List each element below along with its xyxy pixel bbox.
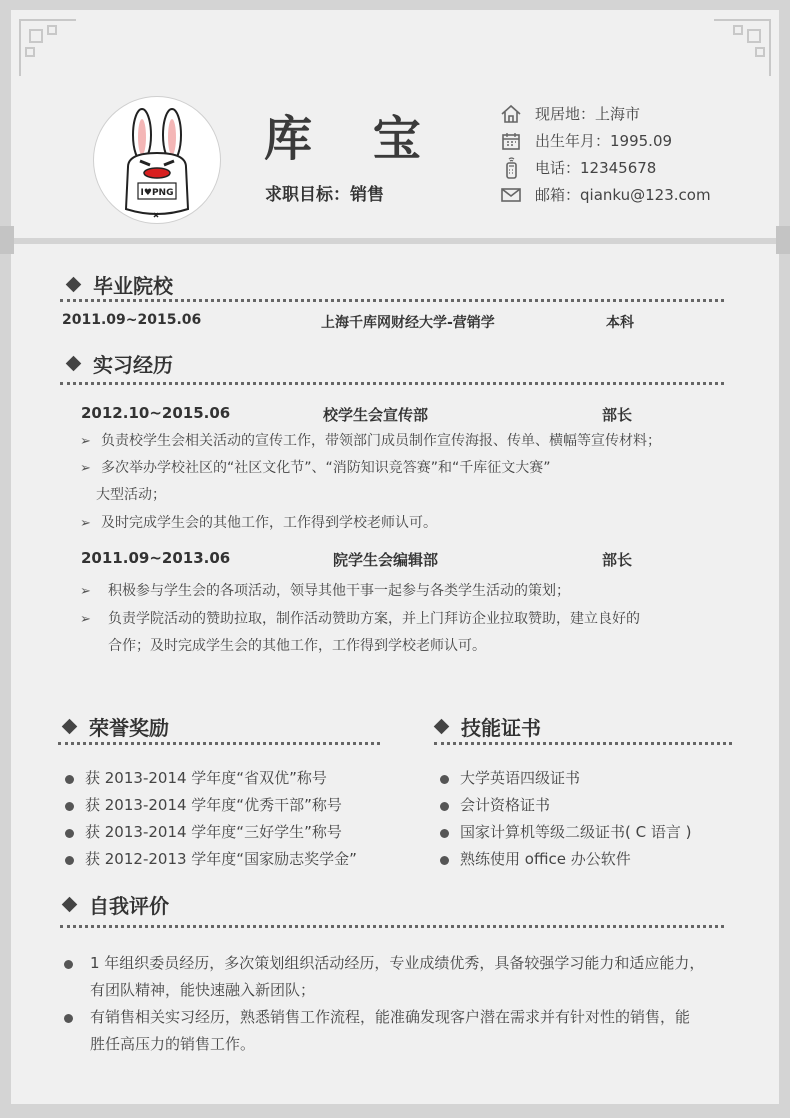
- phone-text: 电话：12345678: [535, 159, 657, 177]
- calendar-icon: [500, 130, 522, 152]
- diamond-icon: [66, 277, 82, 293]
- self-eval-item-2-line2: 胜任高压力的销售工作。: [90, 1035, 256, 1053]
- phone-icon: [500, 157, 522, 179]
- contact-info: [500, 100, 711, 208]
- job1-item-1-text: 负责校学生会相关活动的宣传工作，带领部门成员制作宣传海报、传单、横幅等宣传材料；: [101, 433, 661, 449]
- job2-item-1-text: 积极参与学生会的各项活动，领导其他干事一起参与各类学生活动的策划；: [108, 583, 570, 599]
- job1-role: 部长: [602, 406, 633, 424]
- job1-period: 2012.10~2015.06: [81, 404, 231, 422]
- self-eval-title: 自我评价: [89, 894, 169, 918]
- home-icon: [500, 103, 522, 125]
- skill-item: 会计资格证书: [436, 792, 746, 819]
- self-eval-body: [62, 950, 742, 1058]
- skills-list: [436, 765, 746, 873]
- arrow-bullet-icon: ➢: [80, 516, 91, 531]
- self-eval-item-2-line1: 有销售相关实习经历，熟悉销售工作流程，能准确发现客户潜在需求并有针对性的销售，能: [90, 1008, 691, 1026]
- skill-item: 大学英语四级证书: [436, 765, 746, 792]
- birth-text: 出生年月：1995.09: [535, 132, 673, 150]
- education-period: 2011.09~2015.06: [62, 312, 202, 328]
- self-eval-item-2: [62, 1004, 742, 1058]
- corner-ornament-right: [712, 18, 772, 78]
- email-text: 邮箱：qianku@123.com: [535, 186, 711, 204]
- divider-honors: [58, 742, 380, 745]
- avatar: [93, 96, 221, 224]
- job1-item-2-cont: 大型活动；: [96, 487, 166, 503]
- education-degree: 本科: [606, 315, 634, 331]
- self-eval-item-1-line2: 有团队精神，能快速融入新团队；: [90, 981, 316, 999]
- divider-self-eval: [60, 925, 724, 928]
- job1-org: 校学生会宣传部: [323, 406, 429, 424]
- right-tab-decoration: [776, 226, 790, 254]
- job2-period: 2011.09~2013.06: [81, 549, 231, 567]
- arrow-bullet-icon: ➢: [80, 584, 91, 599]
- job2-item-2-cont: 合作；及时完成学生会的其他工作，工作得到学校老师认可。: [108, 638, 486, 654]
- residence-text: 现居地：上海市: [535, 105, 641, 123]
- candidate-name: 库 宝: [264, 111, 443, 167]
- corner-ornament-left: [18, 18, 78, 78]
- left-tab-decoration: [0, 226, 14, 254]
- skill-item: 熟练使用 office 办公软件: [436, 846, 746, 873]
- diamond-icon: [62, 719, 78, 735]
- avatar-label: I♥PNG: [140, 188, 174, 198]
- job1-item-3-text: 及时完成学生会的其他工作，工作得到学校老师认可。: [101, 515, 437, 531]
- job1-item-1: [80, 428, 740, 455]
- job1-item-3: [80, 510, 740, 537]
- bunny-avatar-icon: [94, 97, 220, 223]
- mail-icon: [500, 184, 522, 206]
- job2-org: 院学生会编辑部: [333, 551, 439, 569]
- info-row-phone: [500, 154, 711, 181]
- info-row-email: [500, 181, 711, 208]
- job1-item-2-text: 多次举办学校社区的“社区文化节”、“消防知识竞答赛”和“千库征文大赛”: [101, 460, 551, 476]
- job2-item-2-text: 负责学院活动的赞助拉取，制作活动赞助方案，并上门拜访企业拉取赞助，建立良好的: [108, 611, 640, 627]
- skills-title: 技能证书: [461, 716, 541, 740]
- section-title-education: [66, 270, 173, 299]
- honors-title: 荣誉奖励: [89, 716, 169, 740]
- education-title: 毕业院校: [93, 274, 173, 298]
- diamond-icon: [62, 897, 78, 913]
- section-title-honors: [62, 712, 169, 741]
- info-row-residence: [500, 100, 711, 127]
- diamond-icon: [434, 719, 450, 735]
- divider-skills: [434, 742, 732, 745]
- internship-title: 实习经历: [93, 353, 173, 377]
- honor-item: 获 2013-2014 学年度“三好学生”称号: [61, 819, 401, 846]
- section-title-skills: [434, 712, 541, 741]
- divider-internship: [60, 382, 724, 385]
- arrow-bullet-icon: ➢: [80, 434, 91, 449]
- section-title-internship: [66, 349, 173, 378]
- job-objective: 求职目标：销售: [265, 185, 384, 205]
- skill-item: 国家计算机等级二级证书( C 语言 ): [436, 819, 746, 846]
- self-eval-item-1: [62, 950, 742, 1004]
- job2-item-2: [80, 606, 740, 633]
- honors-list: [61, 765, 401, 873]
- job1-item-2: [80, 455, 740, 482]
- job2-item-1: [80, 578, 740, 605]
- divider-education: [60, 299, 724, 302]
- honor-item: 获 2012-2013 学年度“国家励志奖学金”: [61, 846, 401, 873]
- info-row-birth: [500, 127, 711, 154]
- honor-item: 获 2013-2014 学年度“优秀干部”称号: [61, 792, 401, 819]
- section-title-self-eval: [62, 890, 169, 919]
- honor-item: 获 2013-2014 学年度“省双优”称号: [61, 765, 401, 792]
- arrow-bullet-icon: ➢: [80, 612, 91, 627]
- diamond-icon: [66, 356, 82, 372]
- arrow-bullet-icon: ➢: [80, 461, 91, 476]
- education-school: 上海千库网财经大学-营销学: [321, 315, 495, 331]
- job2-role: 部长: [602, 551, 633, 569]
- self-eval-item-1-line1: 1 年组织委员经历，多次策划组织活动经历，专业成绩优秀，具备较强学习能力和适应能力，: [90, 954, 705, 972]
